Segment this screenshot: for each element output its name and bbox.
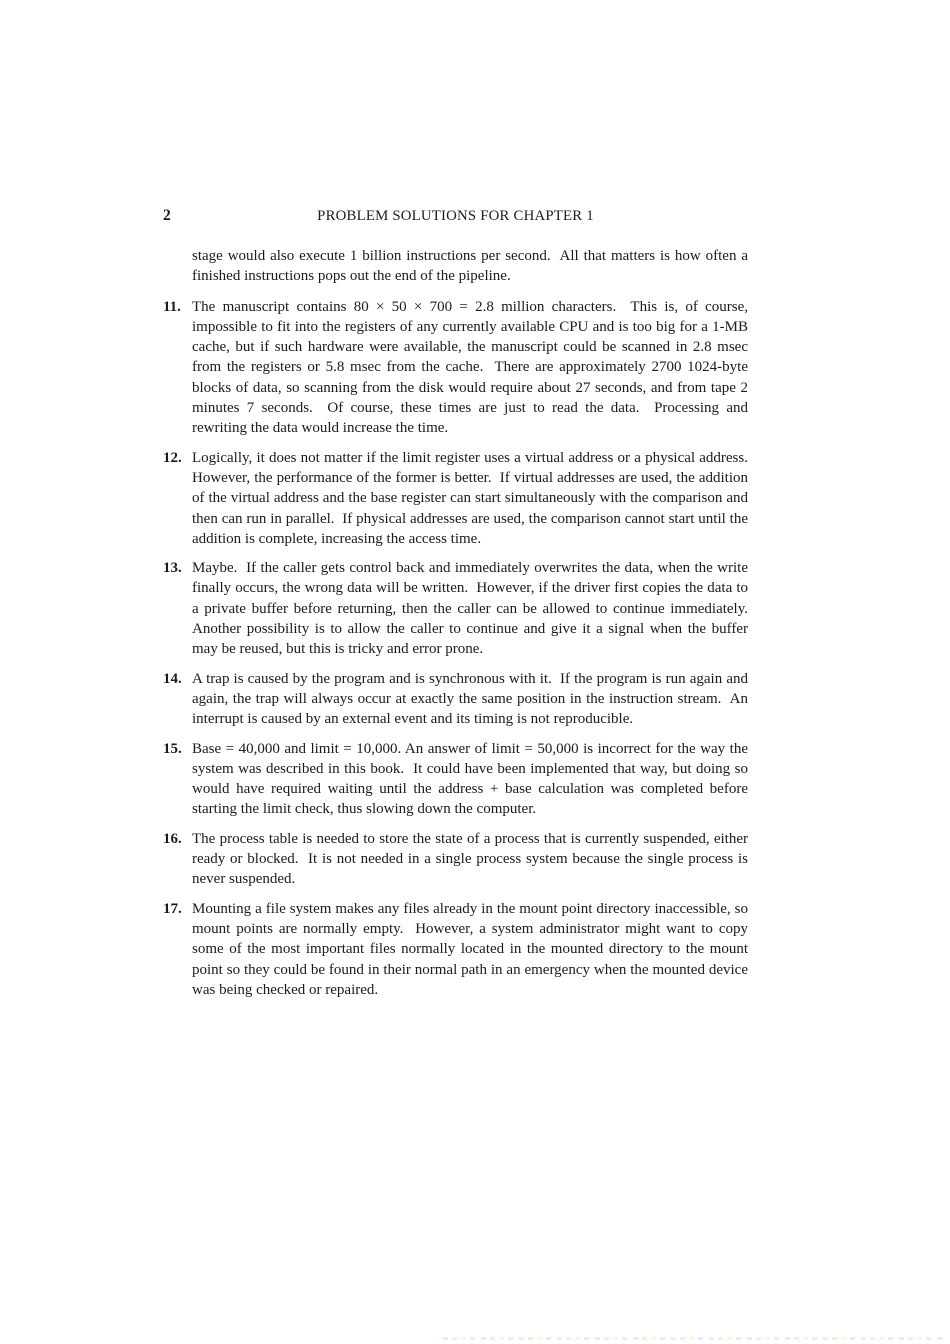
problem-item — [163, 448, 756, 549]
scan-artifact-strip — [443, 1337, 945, 1340]
problem-item — [163, 899, 752, 1000]
intro-paragraph — [192, 246, 752, 287]
problem-text: Base = 40,000 and limit = 10,000. An answer of limit = 50,000 is incorrect for the way the system was described in this book. It could have been implemented that way, but doing so would have required waiting until the address + base calculation was completed before starting the limit check, thus slowing down the computer. — [192, 740, 752, 818]
problem-number: 14. — [163, 670, 182, 687]
problem-text: The manuscript contains 80 × 50 × 700 = 2.8 million characters. This is, of course, impossible to fit into the registers of any currently available CPU and is too big for a 1-MB cache, but if such hardware were available, the manuscript could be scanned in 2.8 msec from the registers or 5.8 msec from the cache. There are approximately 2700 1024-byte blocks of data, so scanning from the disk would require about 27 seconds, and from tape 2 minutes 7 seconds. Of course, these times are just to read the data. Processing and rewriting the data would increase the time. — [192, 298, 752, 437]
page-number: 2 — [163, 207, 171, 224]
problem-number: 15. — [163, 740, 182, 757]
problem-number: 13. — [163, 560, 182, 577]
problem-text: Maybe. If the caller gets control back and immediately overwrites the data, when the write finally occurs, the wrong data will be written. However, if the driver first copies the data to a private buffer before returning, then the caller can be allowed to continue immediately. Another possibility is to allow the caller to continue and give it a signal when the buffer may be reused, but this is tricky and error prone. — [192, 560, 756, 658]
problem-item — [163, 297, 752, 439]
problem-number: 16. — [163, 830, 182, 847]
running-header — [163, 206, 748, 226]
problem-text: A trap is caused by the program and is synchronous with it. If the program is run again and again, the trap will always occur at exactly the same position in the instruction stream. An interrupt is caused by an external event and its timing is not reproducible. — [192, 670, 752, 728]
chapter-header-title: PROBLEM SOLUTIONS FOR CHAPTER 1 — [317, 208, 594, 224]
problem-text: Mounting a file system makes any files already in the mount point directory inaccessible, so mount points are normally empty. However, a system administrator might want to copy some of the most important files normally located in the mounted directory to the mount point so they could be found in their normal path in an emergency when the mounted device was being checked or repaired. — [192, 900, 752, 998]
problem-number: 11. — [163, 298, 181, 315]
intro-paragraph-text: stage would also execute 1 billion instructions per second. All that matters is how often a finished instructions pops out the end of the pipeline. — [192, 248, 752, 285]
problem-item — [163, 739, 752, 820]
document-page — [163, 206, 756, 1009]
problem-number: 17. — [163, 900, 182, 917]
problem-item — [163, 558, 756, 659]
problem-text: Logically, it does not matter if the limit register uses a virtual address or a physical address. However, the performance of the former is better. If virtual addresses are used, the addition of the virtual address and the base register can start simultaneously with the comparison and then can run in parallel. If physical addresses are used, the comparison cannot start until the addition is complete, increasing the access time. — [192, 449, 756, 547]
problem-number: 12. — [163, 449, 182, 466]
problem-item — [163, 669, 752, 730]
problem-text: The process table is needed to store the state of a process that is currently suspended, either ready or blocked. It is not needed in a single process system because the single process is never suspended. — [192, 830, 752, 888]
problem-item — [163, 829, 752, 890]
